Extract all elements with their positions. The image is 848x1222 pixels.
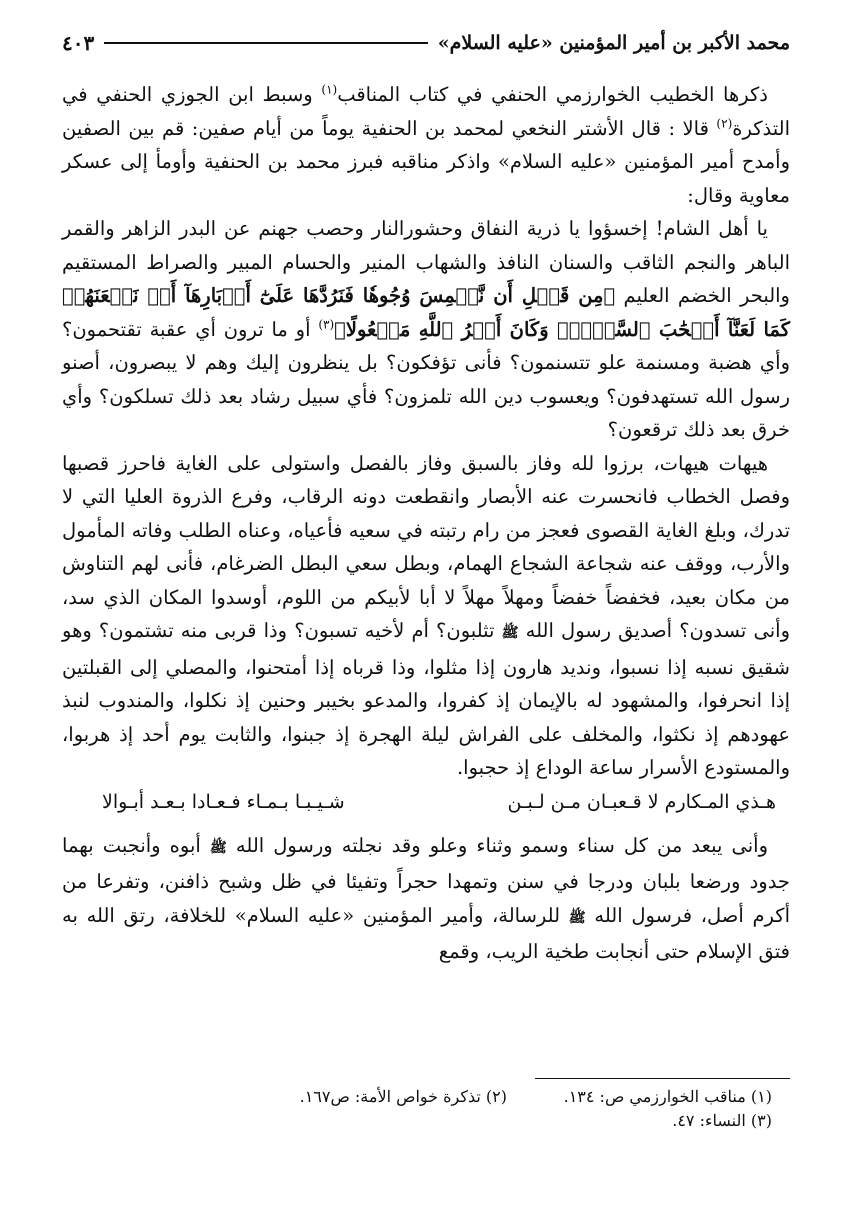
footnote-ref-1[interactable]: (١) <box>321 82 338 97</box>
salawat-symbol: ﷺ <box>209 839 227 856</box>
quran-verse: ﴿مِن قَبۡلِ أَن نَّطۡمِسَ وُجُوهٗا فَنَرُدَّهَا عَلَىٰٓ أَدۡبَارِهَآ أَوۡ نَلۡعَنَهُمۡ كَمَا لَعَنَّآ أَصۡحَٰبَ ٱلسَّبۡتِۚ وَكَانَ أَمۡرُ ٱللَّهِ مَفۡعُولًا﴾ <box>62 284 790 341</box>
footnote-2: (٢) تذكرة خواص الأمة: ص١٦٧. <box>299 1087 507 1106</box>
paragraph-3: هيهات هيهات، برزوا لله وفاز بالسبق وفاز بالفصل واستولى على الغاية فاحرز قصبها وفصل الخطاب فانحسرت عنه الأبصار وانقطعت دونه الرقاب، وفرع الذروة العليا التي لا تدرك، وبلغ الغاية القصوى فعجز من رام رتبته في سعيه فأعياه، وعناه الطلب وفاته المأمول والأرب، ووقف عنه شجاعة الشجاع الهمام، وبطل سعي البطل الضرغام، فأنى لهم التناوش من مكان بعيد، فخفضاً خفضاً ومهلاً مهلاً لا أبا لأبيكم من اللوم، أوسدوا المكان الذي سد، وأنى تسدون؟ أصديق رسول الله ﷺ تثلبون؟ أم لأخيه تسبون؟ وذا قربى منه تشتمون؟ وهو شقيق نسبه إذا نسبوا، ونديد هارون إذا مثلوا، وذا قرباه إذا أمتحنوا، والمصلي إلى القبلتين إذا انحرفوا، والمشهود له بالإيمان إذ كفروا، والمدعو بخيبر وحنين إذ نكلوا، والمندوب لنبذ عهودهم إذ نكثوا، والمخلف على الفراش ليلة الهجرة إذ جبنوا، والثابت يوم أحد إذ هربوا، والمستودع الأسرار ساعة الوداع إذ حجبوا. <box>62 451 790 779</box>
running-header <box>62 28 790 58</box>
paragraph-1: ذكرها الخطيب الخوارزمي الحنفي في كتاب المناقب$^{(١)}$ وسبط ابن الجوزي الحنفي في التذكرة$^{(٢)}$ قالا : قال الأشتر النخعي لمحمد بن الحنفية يوماً من أيام صفين: قم بين الصفين وأمدح أمير المؤمنين «عليه السلام» واذكر مناقبه فبرز محمد بن الحنفية وأومأ إلى عسكر معاوية وقال: <box>62 82 790 207</box>
footnote-rule <box>535 1078 790 1079</box>
footnote-3: (٣) النساء: ٤٧. <box>672 1111 772 1130</box>
footnotes <box>62 1078 790 1133</box>
page-number: ٤٠٣ <box>62 31 95 55</box>
paragraph-2: يا أهل الشام! إخسؤوا يا ذرية النفاق وحشورالنار وحصب جهنم عن البدر الزاهر والقمر الباهر والنجم الثاقب والسنان النافذ والشهاب المنير والحسام المبير والصراط المستقيم والبحر الخضم العليم ﴿مِن قَبۡلِ أَن نَّطۡمِسَ وُجُوهٗا فَنَرُدَّهَا عَلَىٰٓ أَدۡبَارِهَآ أَوۡ نَلۡعَنَهُمۡ كَمَا لَعَنَّآ أَصۡحَٰبَ ٱلسَّبۡتِۚ وَكَانَ أَمۡرُ ٱللَّهِ مَفۡعُولًا﴾$^{(٣)}$ أو ما ترون أي عقبة تقتحمون؟ وأي هضبة ومسنمة علو تتسنمون؟ فأنى تؤفكون؟ بل ينظرون إليك وهم لا يبصرون، أصنو رسول الله تستهدفون؟ ويعسوب دين الله تلمزون؟ فأي سبيل رشاد بعد ذلك تسلكون؟ وأي خرق بعد ذلك ترقعون؟ <box>62 217 790 441</box>
header-title: محمد الأكبر بن أمير المؤمنين «عليه السلام» <box>437 32 790 54</box>
verse-first-hemistich: هـذي المـكارم لا قـعبـان مـن لـبـن <box>507 790 776 813</box>
footnote-ref-2[interactable]: (٢) <box>716 116 733 130</box>
footnote-1: (١) مناقب الخوارزمي ص: ١٣٤. <box>563 1087 772 1106</box>
poetry-verse <box>62 785 790 819</box>
header-rule <box>104 42 427 44</box>
main-text <box>62 78 790 969</box>
paragraph-4: وأنى يبعد من كل سناء وسمو وثناء وعلو وقد نجلته ورسول الله ﷺ أبوه وأنجبت بهما جدود ورضعا بلبان ودرجا في سنن وتمهدا حجراً وتفيئا في ظل وشبح ذافنن، وتفرعا من أكرم أصل، فرسول الله ﷺ للرسالة، وأمير المؤمنين «عليه السلام» للخلافة، رتق الله به فتق الإسلام حتى أنجابت طخية الريب، وقمع <box>62 833 790 963</box>
footnote-row <box>62 1085 790 1109</box>
salawat-symbol: ﷺ <box>501 625 519 641</box>
book-page <box>62 28 790 969</box>
footnote-row <box>62 1109 790 1133</box>
footnote-ref-3[interactable]: (٣) <box>318 317 335 331</box>
verse-second-hemistich: شـيـبـا بـمـاء فـعـادا بـعـد أبـوالا <box>102 790 345 813</box>
salawat-symbol: ﷺ <box>568 909 586 926</box>
